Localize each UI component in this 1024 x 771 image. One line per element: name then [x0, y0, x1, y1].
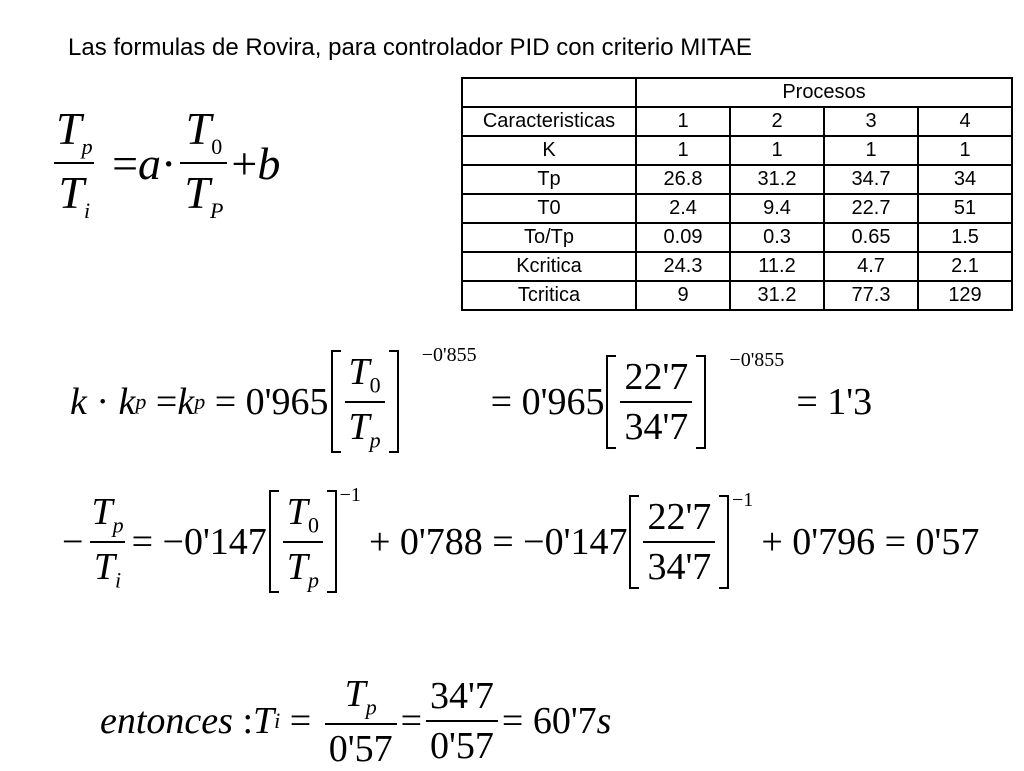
- ti-den-2: 0'57: [426, 720, 498, 768]
- kp-exponent: −0'855: [421, 344, 477, 366]
- table-row: [462, 165, 1012, 194]
- row-label: Tp: [462, 165, 636, 194]
- table-cell: 9: [636, 281, 730, 310]
- table-cell: 1: [824, 136, 918, 165]
- table-cell: 1.5: [918, 223, 1012, 252]
- table-row: [462, 136, 1012, 165]
- coef-b: b: [257, 137, 281, 189]
- kp-coefficient: 0'965: [245, 380, 329, 423]
- kp-result: 1'3: [827, 380, 873, 423]
- row-label: Tcritica: [462, 281, 636, 310]
- ti-coefficient: −0'147: [162, 520, 267, 563]
- ti-add-2: 0'796: [792, 520, 876, 563]
- table-cell: 77.3: [824, 281, 918, 310]
- table-row: [462, 107, 1012, 136]
- table-header: Procesos: [636, 78, 1012, 107]
- table-cell: 31.2: [730, 281, 824, 310]
- row-label: T0: [462, 194, 636, 223]
- kp-equation: k · k p = k p = 0'965 $\frac{T_0}{T_p}$ $^{-0'855}$ = 0'965 $\frac{22'7}{34'7}$ $^{-0'855}$ = 1'3: [70, 344, 873, 453]
- ti-den-1: 0'57: [325, 723, 397, 771]
- ti-ratio-equation: − $\frac{T_p}{T_i}$ = −0'147 $\frac{T_0}{T_p}$ $^{-1}$ + 0'788 = −0'147 $\frac{22'7}{34'7}$ $^{-1}$ + 0'796 = 0'57: [62, 484, 980, 593]
- ti-exponent-2: −1: [732, 488, 754, 511]
- rovira-general-equation: $\frac{T_p}{T_i}$ = a · $\frac{T_0}{T_P}$ + b: [56, 103, 281, 224]
- table-cell: 4: [918, 107, 1012, 136]
- ti-numerator: 22'7: [647, 495, 712, 538]
- table-cell: 9.4: [730, 194, 824, 223]
- row-label: Kcritica: [462, 252, 636, 281]
- ti-coefficient-2: −0'147: [523, 520, 628, 563]
- table-cell: 1: [636, 136, 730, 165]
- table-cell: 3: [824, 107, 918, 136]
- kp-numerator: 22'7: [624, 355, 689, 398]
- ti-exponent: −1: [339, 484, 361, 506]
- ti-denominator: 34'7: [643, 541, 715, 589]
- table-cell: 11.2: [730, 252, 824, 281]
- table-cell: 129: [918, 281, 1012, 310]
- process-table: [461, 77, 1013, 311]
- row-label: Caracteristicas: [462, 107, 636, 136]
- table-cell: 0.65: [824, 223, 918, 252]
- row-label: K: [462, 136, 636, 165]
- row-label: To/Tp: [462, 223, 636, 252]
- ti-result: 0'57: [915, 520, 980, 563]
- coef-a: a: [138, 137, 162, 189]
- table-cell: 1: [730, 136, 824, 165]
- table-cell: 34.7: [824, 165, 918, 194]
- table-cell: 2: [730, 107, 824, 136]
- table-cell: 2.4: [636, 194, 730, 223]
- kp-exponent-2: −0'855: [729, 348, 785, 371]
- ti-add-1: 0'788: [399, 520, 483, 563]
- table-row: [462, 223, 1012, 252]
- table-cell: 24.3: [636, 252, 730, 281]
- ti-final-equation: entonces : T i = $\frac{T_p}{0'57}$ = $\frac{34'7}{0'57}$ = 60'7 s: [100, 673, 612, 770]
- table-cell: 31.2: [730, 165, 824, 194]
- kp-denominator: 34'7: [620, 401, 692, 449]
- table-row: [462, 78, 1012, 107]
- ti-value: 60'7: [532, 700, 597, 743]
- ti-num-2: 34'7: [430, 675, 494, 718]
- table-cell: 51: [918, 194, 1012, 223]
- table-row: [462, 194, 1012, 223]
- entonces-label: entonces: [100, 700, 233, 743]
- table-cell: 1: [636, 107, 730, 136]
- table-cell: 1: [918, 136, 1012, 165]
- table-cell: 2.1: [918, 252, 1012, 281]
- table-row: [462, 252, 1012, 281]
- table-cell: 26.8: [636, 165, 730, 194]
- table-cell: 0.09: [636, 223, 730, 252]
- table-cell: 4.7: [824, 252, 918, 281]
- table-cell: 22.7: [824, 194, 918, 223]
- table-cell: 34: [918, 165, 1012, 194]
- page-title: Las formulas de Rovira, para controlador PID con criterio MITAE: [68, 34, 752, 61]
- table-row: [462, 281, 1012, 310]
- kp-coefficient-2: 0'965: [521, 380, 605, 423]
- table-cell: 0.3: [730, 223, 824, 252]
